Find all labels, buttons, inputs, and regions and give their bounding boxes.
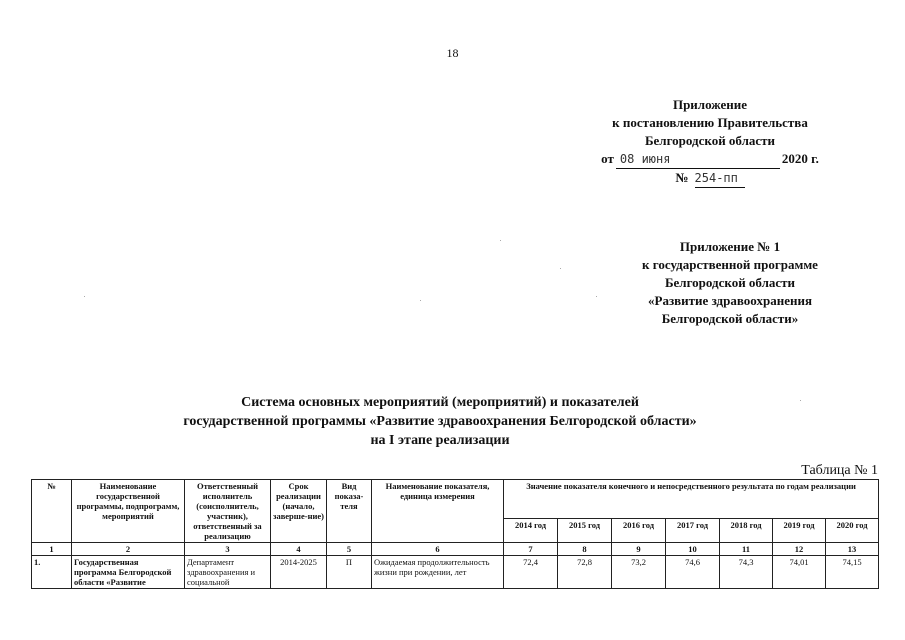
column-index: 6 (372, 543, 504, 556)
column-index: 3 (185, 543, 271, 556)
scan-speck (596, 296, 597, 297)
table-row (32, 556, 879, 589)
appendix2-line-3: «Развитие здравоохранения (648, 293, 812, 308)
row-indicator: Ожидаемая продолжительность жизни при рождении, лет (372, 556, 504, 589)
column-index: 2 (72, 543, 185, 556)
header-executor: Ответственный исполнитель (соисполнитель, участник), ответственный за реализацию (185, 480, 271, 543)
header-num: № (32, 480, 72, 543)
header-year-2017: 2017 год (666, 519, 720, 543)
column-index: 5 (327, 543, 372, 556)
header-year-2016: 2016 год (612, 519, 666, 543)
scan-speck (84, 296, 85, 297)
column-index: 4 (271, 543, 327, 556)
column-index: 1 (32, 543, 72, 556)
document-title-line-1: Система основных мероприятий (мероприятий) и показателей (241, 395, 639, 410)
column-index: 8 (558, 543, 612, 556)
header-values-group: Значение показателя конечного и непосредственного результата по годам реализации (504, 480, 879, 519)
row-term: 2014-2025 (271, 556, 327, 589)
row-value-2014: 72,4 (504, 556, 558, 589)
column-index-row (32, 543, 879, 556)
row-num: 1. (32, 556, 72, 589)
header-year-2020: 2020 год (826, 519, 879, 543)
scan-speck (560, 268, 561, 269)
header-year-2018: 2018 год (720, 519, 773, 543)
resolution-appendix-block (560, 96, 860, 188)
row-name: Государственная программа Белгородской области «Развитие (72, 556, 185, 589)
column-index: 13 (826, 543, 879, 556)
document-title-line-3: на I этапе реализации (370, 433, 510, 448)
appendix2-line-4: Белгородской области» (661, 311, 799, 326)
document-title-line-2: государственной программы «Развитие здравоохранения Белгородской области» (183, 414, 697, 429)
row-value-2018: 74,3 (720, 556, 773, 589)
header-term: Срок реализации (начало, заверше-ние) (271, 480, 327, 543)
row-value-2020: 74,15 (826, 556, 879, 589)
appendix2-line-1: к государственной программе (642, 257, 818, 272)
column-index: 9 (612, 543, 666, 556)
indicators-table (31, 479, 879, 589)
header-year-2019: 2019 год (773, 519, 826, 543)
scan-speck (800, 400, 801, 401)
column-index: 11 (720, 543, 773, 556)
header-year-2015: 2015 год (558, 519, 612, 543)
appendix-number-row (560, 169, 860, 188)
appendix2-title: Приложение № 1 (679, 239, 781, 254)
table-number: Таблица № 1 (801, 463, 878, 478)
row-value-2015: 72,8 (558, 556, 612, 589)
date-field: 08 июня (616, 150, 780, 169)
row-value-2016: 73,2 (612, 556, 666, 589)
page-number: 18 (446, 46, 459, 60)
column-index: 7 (504, 543, 558, 556)
header-year-2014: 2014 год (504, 519, 558, 543)
number-field: 254-пп (695, 169, 745, 188)
row-executor: Департамент здравоохранения и социальной (185, 556, 271, 589)
appendix-line-2: Белгородской области (644, 133, 776, 148)
date-prefix: от (601, 151, 614, 166)
row-value-2019: 74,01 (773, 556, 826, 589)
appendix-line-1: к постановлению Правительства (612, 115, 808, 130)
appendix-date-row (560, 150, 860, 169)
header-type: Вид показа-теля (327, 480, 372, 543)
appendix-title: Приложение (672, 97, 748, 112)
row-value-2017: 74,6 (666, 556, 720, 589)
scan-speck (500, 240, 501, 241)
appendix2-line-2: Белгородской области (664, 275, 796, 290)
scan-speck (420, 300, 421, 301)
column-index: 10 (666, 543, 720, 556)
header-name: Наименование государственной программы, подпрограмм, мероприятий (72, 480, 185, 543)
column-index: 12 (773, 543, 826, 556)
header-indicator: Наименование показателя, единица измерения (372, 480, 504, 543)
number-prefix: № (675, 170, 689, 185)
row-type: П (327, 556, 372, 589)
program-appendix-block (580, 238, 880, 328)
date-year: 2020 г. (781, 151, 819, 166)
document-title (120, 393, 760, 450)
